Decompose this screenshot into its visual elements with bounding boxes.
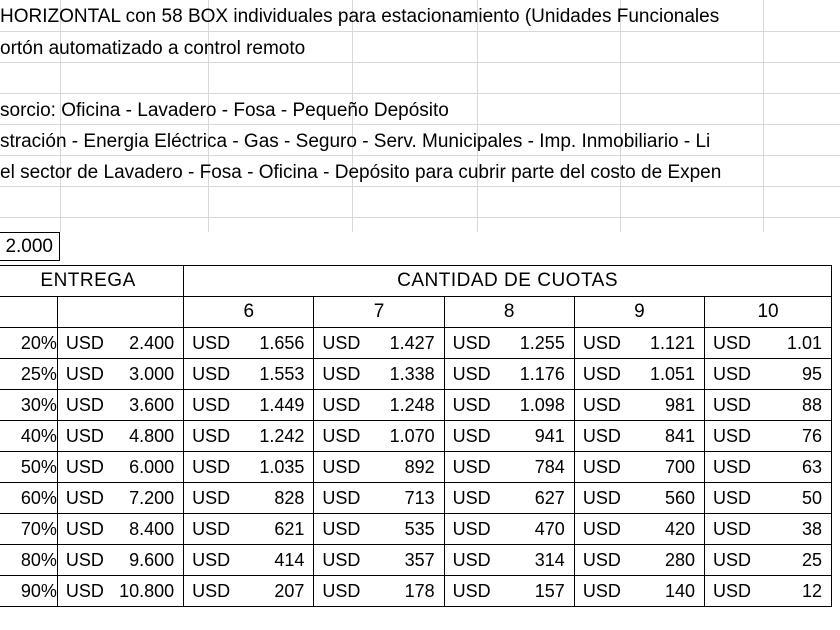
text-line-5: el sector de Lavadero - Fosa - Oficina - Depósito para cubrir parte del costo de Expen — [0, 162, 722, 183]
grid-row-line — [0, 186, 840, 187]
row-cuota-amount — [444, 483, 574, 514]
row-cuota-amount — [574, 576, 704, 607]
subheader-blank-entrega — [57, 297, 183, 328]
currency-label: USD — [192, 550, 231, 570]
row-percent: 50% — [0, 452, 57, 483]
amount-value: 1.255 — [519, 333, 565, 353]
pricing-table — [0, 265, 832, 607]
currency-label: USD — [192, 581, 231, 601]
header-cantidad-cuotas: CANTIDAD DE CUOTAS — [184, 266, 832, 297]
amount-value: 420 — [665, 519, 696, 539]
amount-value: 535 — [404, 519, 435, 539]
amount-value: 892 — [404, 457, 435, 477]
amount-value: 38 — [801, 519, 822, 539]
amount-value: 25 — [801, 550, 822, 570]
amount-value: 1.051 — [650, 364, 696, 384]
row-cuota-amount — [705, 514, 832, 545]
row-cuota-amount — [184, 514, 314, 545]
amount-value: 828 — [274, 488, 305, 508]
currency-label: USD — [192, 519, 231, 539]
currency-label: USD — [192, 426, 231, 446]
text-block — [0, 0, 840, 232]
grid-row-line — [0, 31, 840, 32]
currency-label: USD — [713, 488, 752, 508]
currency-label: USD — [713, 457, 752, 477]
row-cuota-amount — [184, 328, 314, 359]
table-header-row — [0, 266, 832, 297]
amount-value: 1.656 — [259, 333, 305, 353]
row-cuota-amount — [444, 421, 574, 452]
table-subheader-row — [0, 297, 832, 328]
cuota-column-7: 7 — [314, 297, 444, 328]
row-percent: 90% — [0, 576, 57, 607]
row-cuota-amount — [705, 390, 832, 421]
row-cuota-amount — [184, 452, 314, 483]
amount-value: 357 — [404, 550, 435, 570]
table-row — [0, 545, 832, 576]
currency-label: USD — [713, 519, 752, 539]
row-entrega-amount — [57, 421, 183, 452]
row-cuota-amount — [705, 452, 832, 483]
amount-value: 1.242 — [259, 426, 305, 446]
currency-label: USD — [65, 395, 104, 415]
currency-label: USD — [452, 488, 491, 508]
grid-row-line — [0, 124, 840, 125]
currency-label: USD — [322, 364, 361, 384]
amount-value: 95 — [801, 364, 822, 384]
amount-value: 1.01 — [786, 333, 822, 353]
table-row — [0, 359, 832, 390]
table-row — [0, 514, 832, 545]
amount-value: 12 — [801, 581, 822, 601]
amount-value: 1.427 — [389, 333, 435, 353]
row-percent: 40% — [0, 421, 57, 452]
amount-value: 7.200 — [129, 488, 175, 508]
row-entrega-amount — [57, 545, 183, 576]
cuota-column-8: 8 — [444, 297, 574, 328]
currency-label: USD — [322, 333, 361, 353]
row-cuota-amount — [705, 359, 832, 390]
row-cuota-amount — [444, 390, 574, 421]
amount-value: 3.600 — [129, 395, 175, 415]
amount-value: 8.400 — [129, 519, 175, 539]
table-row — [0, 421, 832, 452]
amount-value: 140 — [665, 581, 696, 601]
amount-value: 63 — [801, 457, 822, 477]
amount-value: 6.000 — [129, 457, 175, 477]
currency-label: USD — [452, 550, 491, 570]
row-cuota-amount — [314, 545, 444, 576]
currency-label: USD — [582, 426, 621, 446]
row-entrega-amount — [57, 390, 183, 421]
currency-label: USD — [192, 488, 231, 508]
amount-value: 1.338 — [389, 364, 435, 384]
cuota-column-6: 6 — [184, 297, 314, 328]
amount-value: 50 — [801, 488, 822, 508]
amount-value: 3.000 — [129, 364, 175, 384]
currency-label: USD — [713, 426, 752, 446]
currency-label: USD — [452, 581, 491, 601]
row-cuota-amount — [314, 421, 444, 452]
amount-value: 981 — [665, 395, 696, 415]
header-entrega: ENTREGA — [0, 266, 184, 297]
amount-value: 280 — [665, 550, 696, 570]
row-cuota-amount — [314, 328, 444, 359]
currency-label: USD — [582, 333, 621, 353]
row-percent: 80% — [0, 545, 57, 576]
currency-label: USD — [322, 519, 361, 539]
row-cuota-amount — [705, 483, 832, 514]
row-entrega-amount — [57, 576, 183, 607]
row-entrega-amount — [57, 359, 183, 390]
table-row — [0, 483, 832, 514]
row-cuota-amount — [184, 359, 314, 390]
cuota-column-9: 9 — [574, 297, 704, 328]
currency-label: USD — [322, 457, 361, 477]
currency-label: USD — [713, 333, 752, 353]
amount-value: 1.035 — [259, 457, 305, 477]
row-cuota-amount — [574, 514, 704, 545]
row-entrega-amount — [57, 328, 183, 359]
amount-value: 1.070 — [389, 426, 435, 446]
currency-label: USD — [65, 488, 104, 508]
row-percent: 70% — [0, 514, 57, 545]
amount-value: 1.553 — [259, 364, 305, 384]
amount-value: 157 — [534, 581, 565, 601]
row-cuota-amount — [574, 545, 704, 576]
amount-value: 627 — [534, 488, 565, 508]
currency-label: USD — [65, 333, 104, 353]
row-percent: 25% — [0, 359, 57, 390]
row-cuota-amount — [184, 576, 314, 607]
currency-label: USD — [452, 395, 491, 415]
currency-label: USD — [713, 550, 752, 570]
row-entrega-amount — [57, 452, 183, 483]
table-row — [0, 452, 832, 483]
currency-label: USD — [582, 488, 621, 508]
amount-value: 621 — [274, 519, 305, 539]
row-cuota-amount — [705, 328, 832, 359]
currency-label: USD — [582, 364, 621, 384]
amount-value: 414 — [274, 550, 305, 570]
grid-row-line — [0, 155, 840, 156]
amount-value: 2.400 — [129, 333, 175, 353]
row-entrega-amount — [57, 483, 183, 514]
row-cuota-amount — [444, 328, 574, 359]
currency-label: USD — [65, 457, 104, 477]
amount-value: 784 — [534, 457, 565, 477]
currency-label: USD — [713, 395, 752, 415]
currency-label: USD — [582, 457, 621, 477]
row-cuota-amount — [574, 328, 704, 359]
grid-row-line — [0, 62, 840, 63]
currency-label: USD — [452, 364, 491, 384]
row-cuota-amount — [705, 545, 832, 576]
row-cuota-amount — [314, 359, 444, 390]
row-percent: 20% — [0, 328, 57, 359]
text-line-4: stración - Energia Eléctrica - Gas - Seguro - Serv. Municipales - Imp. Inmobiliario - Li — [0, 131, 711, 152]
amount-value: 88 — [801, 395, 822, 415]
row-cuota-amount — [184, 483, 314, 514]
amount-value: 76 — [801, 426, 822, 446]
currency-label: USD — [322, 550, 361, 570]
row-percent: 30% — [0, 390, 57, 421]
currency-label: USD — [322, 488, 361, 508]
amount-value: 207 — [274, 581, 305, 601]
amount-value: 941 — [534, 426, 565, 446]
table-row — [0, 576, 832, 607]
subheader-blank-pct — [0, 297, 57, 328]
amount-value: 178 — [404, 581, 435, 601]
currency-label: USD — [452, 333, 491, 353]
currency-label: USD — [322, 395, 361, 415]
row-cuota-amount — [574, 359, 704, 390]
amount-value: 9.600 — [129, 550, 175, 570]
table-row — [0, 390, 832, 421]
amount-value: 841 — [665, 426, 696, 446]
amount-value: 560 — [665, 488, 696, 508]
currency-label: USD — [322, 581, 361, 601]
currency-label: USD — [65, 364, 104, 384]
currency-label: USD — [452, 519, 491, 539]
row-cuota-amount — [314, 576, 444, 607]
cuota-column-10: 10 — [705, 297, 832, 328]
row-cuota-amount — [705, 421, 832, 452]
row-cuota-amount — [184, 545, 314, 576]
currency-label: USD — [452, 457, 491, 477]
currency-label: USD — [582, 519, 621, 539]
currency-label: USD — [452, 426, 491, 446]
amount-value: 314 — [534, 550, 565, 570]
amount-value: 700 — [665, 457, 696, 477]
amount-value: 1.449 — [259, 395, 305, 415]
row-cuota-amount — [444, 576, 574, 607]
amount-value: 10.800 — [119, 581, 175, 601]
text-line-2: ortón automatizado a control remoto — [0, 38, 306, 59]
amount-value: 4.800 — [129, 426, 175, 446]
table-row — [0, 328, 832, 359]
currency-label: USD — [192, 395, 231, 415]
row-cuota-amount — [314, 483, 444, 514]
currency-label: USD — [713, 581, 752, 601]
amount-value: 1.248 — [389, 395, 435, 415]
row-cuota-amount — [184, 390, 314, 421]
row-percent: 60% — [0, 483, 57, 514]
row-cuota-amount — [314, 452, 444, 483]
row-cuota-amount — [444, 514, 574, 545]
row-cuota-amount — [574, 452, 704, 483]
text-line-3: sorcio: Oficina - Lavadero - Fosa - Pequeño Depósito — [0, 100, 449, 121]
currency-label: USD — [192, 333, 231, 353]
row-cuota-amount — [444, 359, 574, 390]
currency-label: USD — [582, 550, 621, 570]
currency-label: USD — [65, 519, 104, 539]
row-cuota-amount — [314, 390, 444, 421]
currency-label: USD — [65, 426, 104, 446]
amount-value: 1.098 — [519, 395, 565, 415]
grid-row-line — [0, 93, 840, 94]
grid-row-line — [0, 217, 840, 218]
currency-label: USD — [322, 426, 361, 446]
amount-value: 713 — [404, 488, 435, 508]
row-cuota-amount — [184, 421, 314, 452]
row-cuota-amount — [705, 576, 832, 607]
amount-value: 1.121 — [650, 333, 696, 353]
currency-label: USD — [192, 457, 231, 477]
amount-value: 470 — [534, 519, 565, 539]
text-line-1: HORIZONTAL con 58 BOX individuales para estacionamiento (Unidades Funcionales — [0, 6, 720, 27]
value-cell[interactable]: 2.000 — [0, 232, 60, 261]
row-cuota-amount — [444, 452, 574, 483]
row-cuota-amount — [574, 421, 704, 452]
currency-label: USD — [713, 364, 752, 384]
row-cuota-amount — [574, 390, 704, 421]
currency-label: USD — [582, 395, 621, 415]
currency-label: USD — [65, 581, 104, 601]
row-cuota-amount — [444, 545, 574, 576]
row-entrega-amount — [57, 514, 183, 545]
amount-value: 1.176 — [519, 364, 565, 384]
currency-label: USD — [65, 550, 104, 570]
row-cuota-amount — [314, 514, 444, 545]
row-cuota-amount — [574, 483, 704, 514]
currency-label: USD — [582, 581, 621, 601]
currency-label: USD — [192, 364, 231, 384]
